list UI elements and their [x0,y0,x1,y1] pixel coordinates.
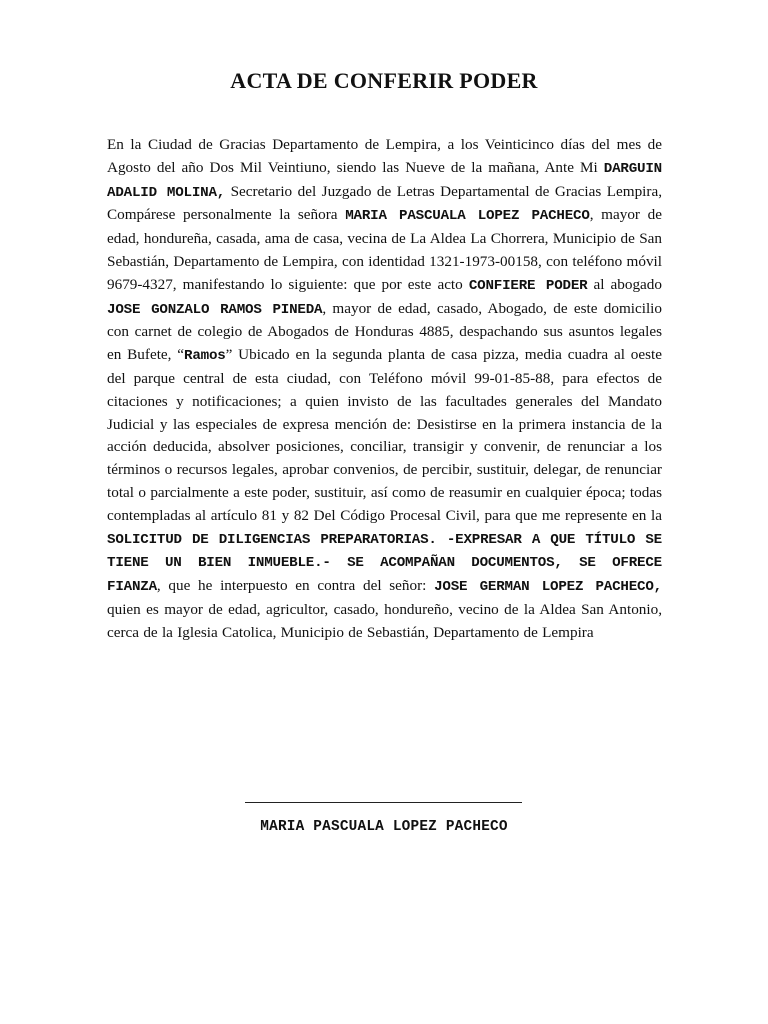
defendant-name: JOSE GERMAN LOPEZ PACHECO, [434,579,662,596]
grantor-name: MARIA PASCUALA LOPEZ PACHECO [345,208,590,225]
confiere-poder-phrase: CONFIERE PODER [468,277,588,294]
body-segment: Secretario del Juzgado de Letras Departamental de Gracias Lempira, Compárese personalmente la señora [107,182,662,224]
signature-name: MARIA PASCUALA LOPEZ PACHECO [260,819,508,835]
body-segment: quien es mayor de edad, agricultor, casado, hondureño, vecino de la Aldea San Antonio, cerca de la Iglesia Catolica, Municipio de Sebastián, Departamento de Lempira [107,600,662,641]
request-title: SOLICITUD DE DILIGENCIAS PREPARATORIAS. -EXPRESAR A QUE TÍTULO SE TIENE UN BIEN INMUEBLE.- SE ACOMPAÑAN DOCUMENTOS, SE OFRECE FIANZA [107,531,662,596]
body-segment: , que he interpuesto en contra del señor: [156,577,435,595]
law-firm-name: Ramos [184,348,226,365]
document-title: ACTA DE CONFERIR PODER [230,68,538,93]
body-segment: al abogado [587,275,662,293]
body-segment: , mayor de edad, casado, Abogado, de este domicilio con carnet de colegio de Abogados de Honduras 4885, despachando sus asuntos legales en Bufete, “ [107,299,662,364]
body-segment: ” Ubicado en la segunda planta de casa pizza, media cuadra al oeste del parque central de esta ciudad, con Teléfono móvil 99-01-85-88, para efectos de citaciones y notificaciones; a quien invisto de las facultades generales del Mandato Judicial y las especiales de expresa mención de: Desistirse en la primera instancia de la acción deducida, absolver posiciones, conciliar, transigir y convenir, de renunciar a los términos o recursos legales, aprobar convenios, de percibir, sustituir, delegar, de renunciar total o parcialmente a este poder, sustituir, así como de reasumir en cualquier época; todas contempladas al artículo 81 y 82 Del Código Procesal Civil, para que me represente en la [107,346,663,524]
body-segment: En la Ciudad de Gracias Departamento de Lempira, a los Veinticinco días del mes de Agosto del año Dos Mil Veintiuno, siendo las Nueve de la mañana, Ante Mi [107,136,662,176]
body-segment: , mayor de edad, hondureña, casada, ama de casa, vecina de La Aldea La Chorrera, Municipio de San Sebastián, Departamento de Lempira, con identidad 1321-1973-00158, con teléfono móvil 9679-4327, manifestando lo siguiente: que por este acto [107,206,663,293]
signature-line [245,802,522,803]
attorney-name: JOSE GONZALO RAMOS PINEDA [107,301,323,318]
document-body [107,134,662,645]
secretary-name: DARGUIN ADALID MOLINA, [107,160,662,201]
